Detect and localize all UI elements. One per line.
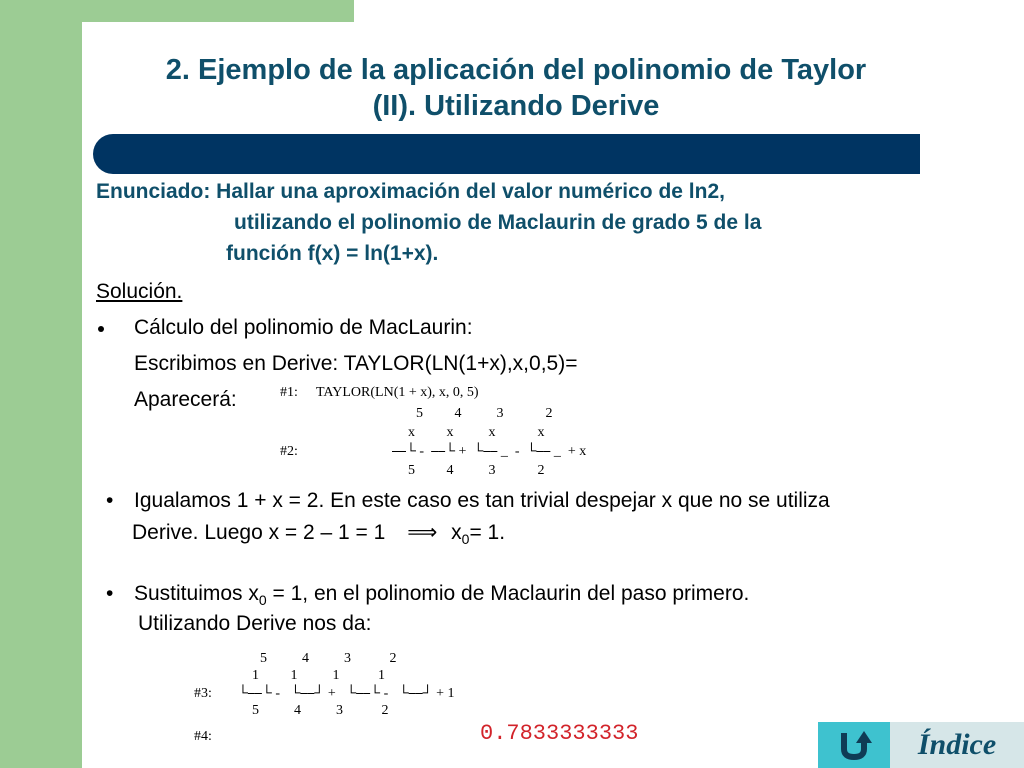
- slide-title-line2: (II). Utilizando Derive: [372, 90, 660, 122]
- title-underline-bar: [93, 134, 920, 174]
- derive2-row3-label: #3:: [194, 686, 212, 701]
- step3-line1: [134, 582, 749, 608]
- x0-var: x: [451, 521, 462, 544]
- step1-line2: Escribimos en Derive: TAYLOR(LN(1+x),x,0,5)=: [134, 352, 578, 375]
- step1-line1: Cálculo del polinomio de MacLaurin:: [134, 316, 473, 339]
- slide-title: [96, 52, 936, 124]
- step2-line2-text: Derive. Luego x = 2 – 1 = 1: [132, 521, 386, 544]
- derive2-row5-label: #4:: [194, 729, 212, 744]
- bullet-dot: [98, 326, 104, 332]
- bullet-2: •: [106, 489, 114, 512]
- back-button[interactable]: [818, 722, 890, 768]
- top-green-band: [82, 0, 354, 22]
- step3-line1-post: = 1, en el polinomio de Maclaurin del paso primero.: [266, 582, 750, 605]
- step3-line1-pre: Sustituimos x: [134, 582, 259, 605]
- step2-line2: [132, 520, 505, 547]
- derive2-row2-ones: 1 1 1 1: [252, 668, 385, 683]
- derive-row4-label: #2:: [280, 444, 298, 459]
- u-turn-icon: [836, 729, 872, 761]
- derive-row3-vars: x x x x: [408, 425, 545, 440]
- derive-row5-denoms: 5 4 3 2: [408, 463, 545, 478]
- index-button[interactable]: Índice: [890, 722, 1024, 768]
- slide-title-line1: 2. Ejemplo de la aplicación del polinomio de Taylor: [165, 54, 867, 86]
- solucion-heading: Solución.: [96, 280, 183, 303]
- enunciado-line1: Enunciado: Hallar una aproximación del valor numérico de ln2,: [96, 180, 725, 203]
- derive-row1-expr: TAYLOR(LN(1 + x), x, 0, 5): [316, 385, 479, 400]
- enunciado-line3: función f(x) = ln(1+x).: [226, 242, 439, 265]
- enunciado-line2: utilizando el polinomio de Maclaurin de grado 5 de la: [234, 211, 762, 234]
- derive-row2-exponents: 5 4 3 2: [416, 406, 553, 421]
- bullet-3: •: [106, 582, 114, 605]
- derive2-row3-expr: └⎯⎯└ - └⎯⎯┘ + └⎯⎯└ - └⎯⎯┘ + 1: [238, 686, 455, 701]
- derive2-row4-denoms: 5 4 3 2: [252, 703, 389, 718]
- implies-arrow-icon: ⟹: [407, 520, 438, 544]
- step3-line2: Utilizando Derive nos da:: [138, 612, 372, 635]
- derive2-row1-exponents: 5 4 3 2: [260, 651, 397, 666]
- left-green-band: [0, 0, 82, 768]
- derive-row4-expr: ⎯⎯└ - ⎯⎯└ + └⎯⎯ _ - └⎯⎯ _ + x: [392, 444, 587, 459]
- result-value: 0.7833333333: [480, 721, 639, 746]
- step3-x0-sub: 0: [258, 592, 267, 609]
- step1-line3: Aparecerá:: [134, 388, 237, 411]
- derive-row1-label: #1:: [280, 385, 298, 400]
- x0-sub: 0: [461, 531, 470, 548]
- x0-rest: = 1.: [469, 521, 506, 544]
- step2-line1: Igualamos 1 + x = 2. En este caso es tan trivial despejar x que no se utiliza: [134, 489, 830, 512]
